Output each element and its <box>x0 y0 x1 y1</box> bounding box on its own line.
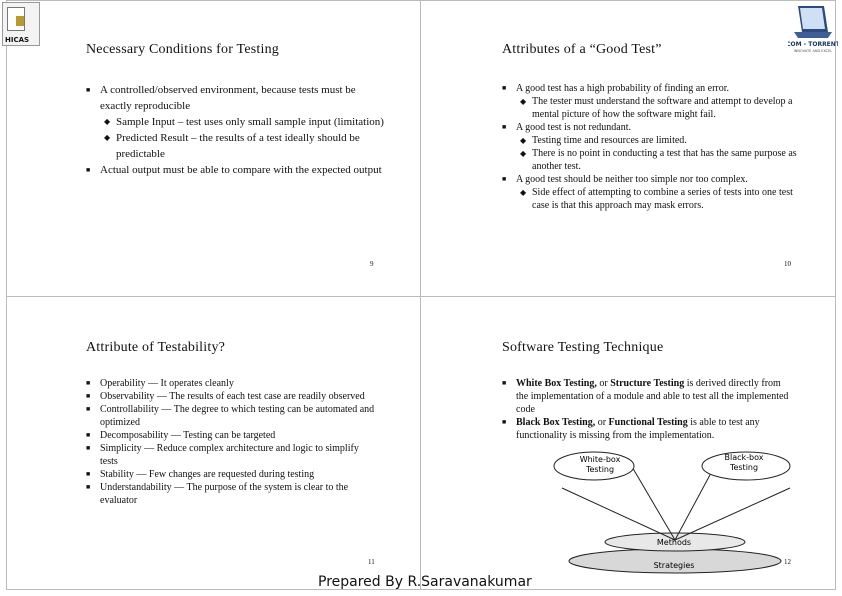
list-item: ■ Black Box Testing, or Functional Testing is able to test any functionality is missing from the implementation. <box>502 416 792 442</box>
page-number: 9 <box>370 260 374 268</box>
white-box-label-1: White-box <box>579 455 621 464</box>
college-logo <box>2 2 40 46</box>
sub-item: ◆ Predicted Result – the results of a test ideally should be predictable <box>104 130 386 162</box>
strategies-label: Strategies <box>653 561 695 570</box>
sub-item: ◆ Side effect of attempting to combine a series of tests into one test case is that this approach may mask errors. <box>520 186 797 212</box>
list-item: ■ Observability — The results of each test case are readily observed <box>86 390 376 403</box>
slide10-list <box>502 82 797 212</box>
page-number: 11 <box>368 558 375 566</box>
slide10-title: Attributes of a “Good Test” <box>502 42 662 57</box>
page-number: 12 <box>784 558 791 566</box>
white-box-label-2: Testing <box>585 465 615 474</box>
slide11-title: Attribute of Testability? <box>86 340 226 355</box>
logo-text: HICAS <box>5 36 30 44</box>
footer-credit: Prepared By R.Saravanakumar <box>318 574 532 590</box>
slide9-list <box>86 82 386 178</box>
list-item: ■ White Box Testing, or Structure Testing is derived directly from the implementation of a module and able to test all the implemented code <box>502 377 792 416</box>
sub-item: ◆ Testing time and resources are limited. <box>520 134 797 147</box>
slide12-title: Software Testing Technique <box>502 340 664 355</box>
list-item: ■ Controllability — The degree to which testing can be automated and optimized <box>86 403 376 429</box>
sub-item: ◆ Sample Input – test uses only small sample input (limitation) <box>104 114 386 130</box>
vertical-divider <box>420 0 421 590</box>
testing-diagram <box>540 446 810 576</box>
logo-title: COM - TORRENT <box>788 41 838 48</box>
list-item: ■ Simplicity — Reduce complex architecture and logic to simplify tests <box>86 442 376 468</box>
com-torrent-logo <box>788 2 838 54</box>
list-item: ■ A good test is not redundant. <box>502 121 797 134</box>
sub-item: ◆ There is no point in conducting a test that has the same purpose as another test. <box>520 147 797 173</box>
list-item: ■ A good test has a high probability of finding an error. <box>502 82 797 95</box>
logo-subtitle: INNOVATE AND EXCEL <box>793 49 833 53</box>
list-item: ■ A good test should be neither too simple nor too complex. <box>502 173 797 186</box>
slide9-title: Necessary Conditions for Testing <box>86 42 279 57</box>
list-item: ■ Operability — It operates cleanly <box>86 377 376 390</box>
slide11-list <box>86 377 376 507</box>
page-number: 10 <box>784 260 791 268</box>
sub-item: ◆ The tester must understand the software and attempt to develop a mental picture of how the software might fail. <box>520 95 797 121</box>
list-item: ■ Decomposability — Testing can be targeted <box>86 429 376 442</box>
list-item: ■ Stability — Few changes are requested during testing <box>86 468 376 481</box>
list-item: ■ A controlled/observed environment, because tests must be exactly reproducible <box>86 82 386 114</box>
slide12-list <box>502 377 792 442</box>
list-item: ■ Understandability — The purpose of the system is clear to the evaluator <box>86 481 376 507</box>
list-item: ■ Actual output must be able to compare with the expected output <box>86 162 386 178</box>
logo-emblem <box>7 7 25 31</box>
black-box-label-2: Testing <box>729 463 759 472</box>
black-box-label-1: Black-box <box>724 453 764 462</box>
methods-label: Methods <box>656 538 692 547</box>
horizontal-divider <box>6 296 836 297</box>
